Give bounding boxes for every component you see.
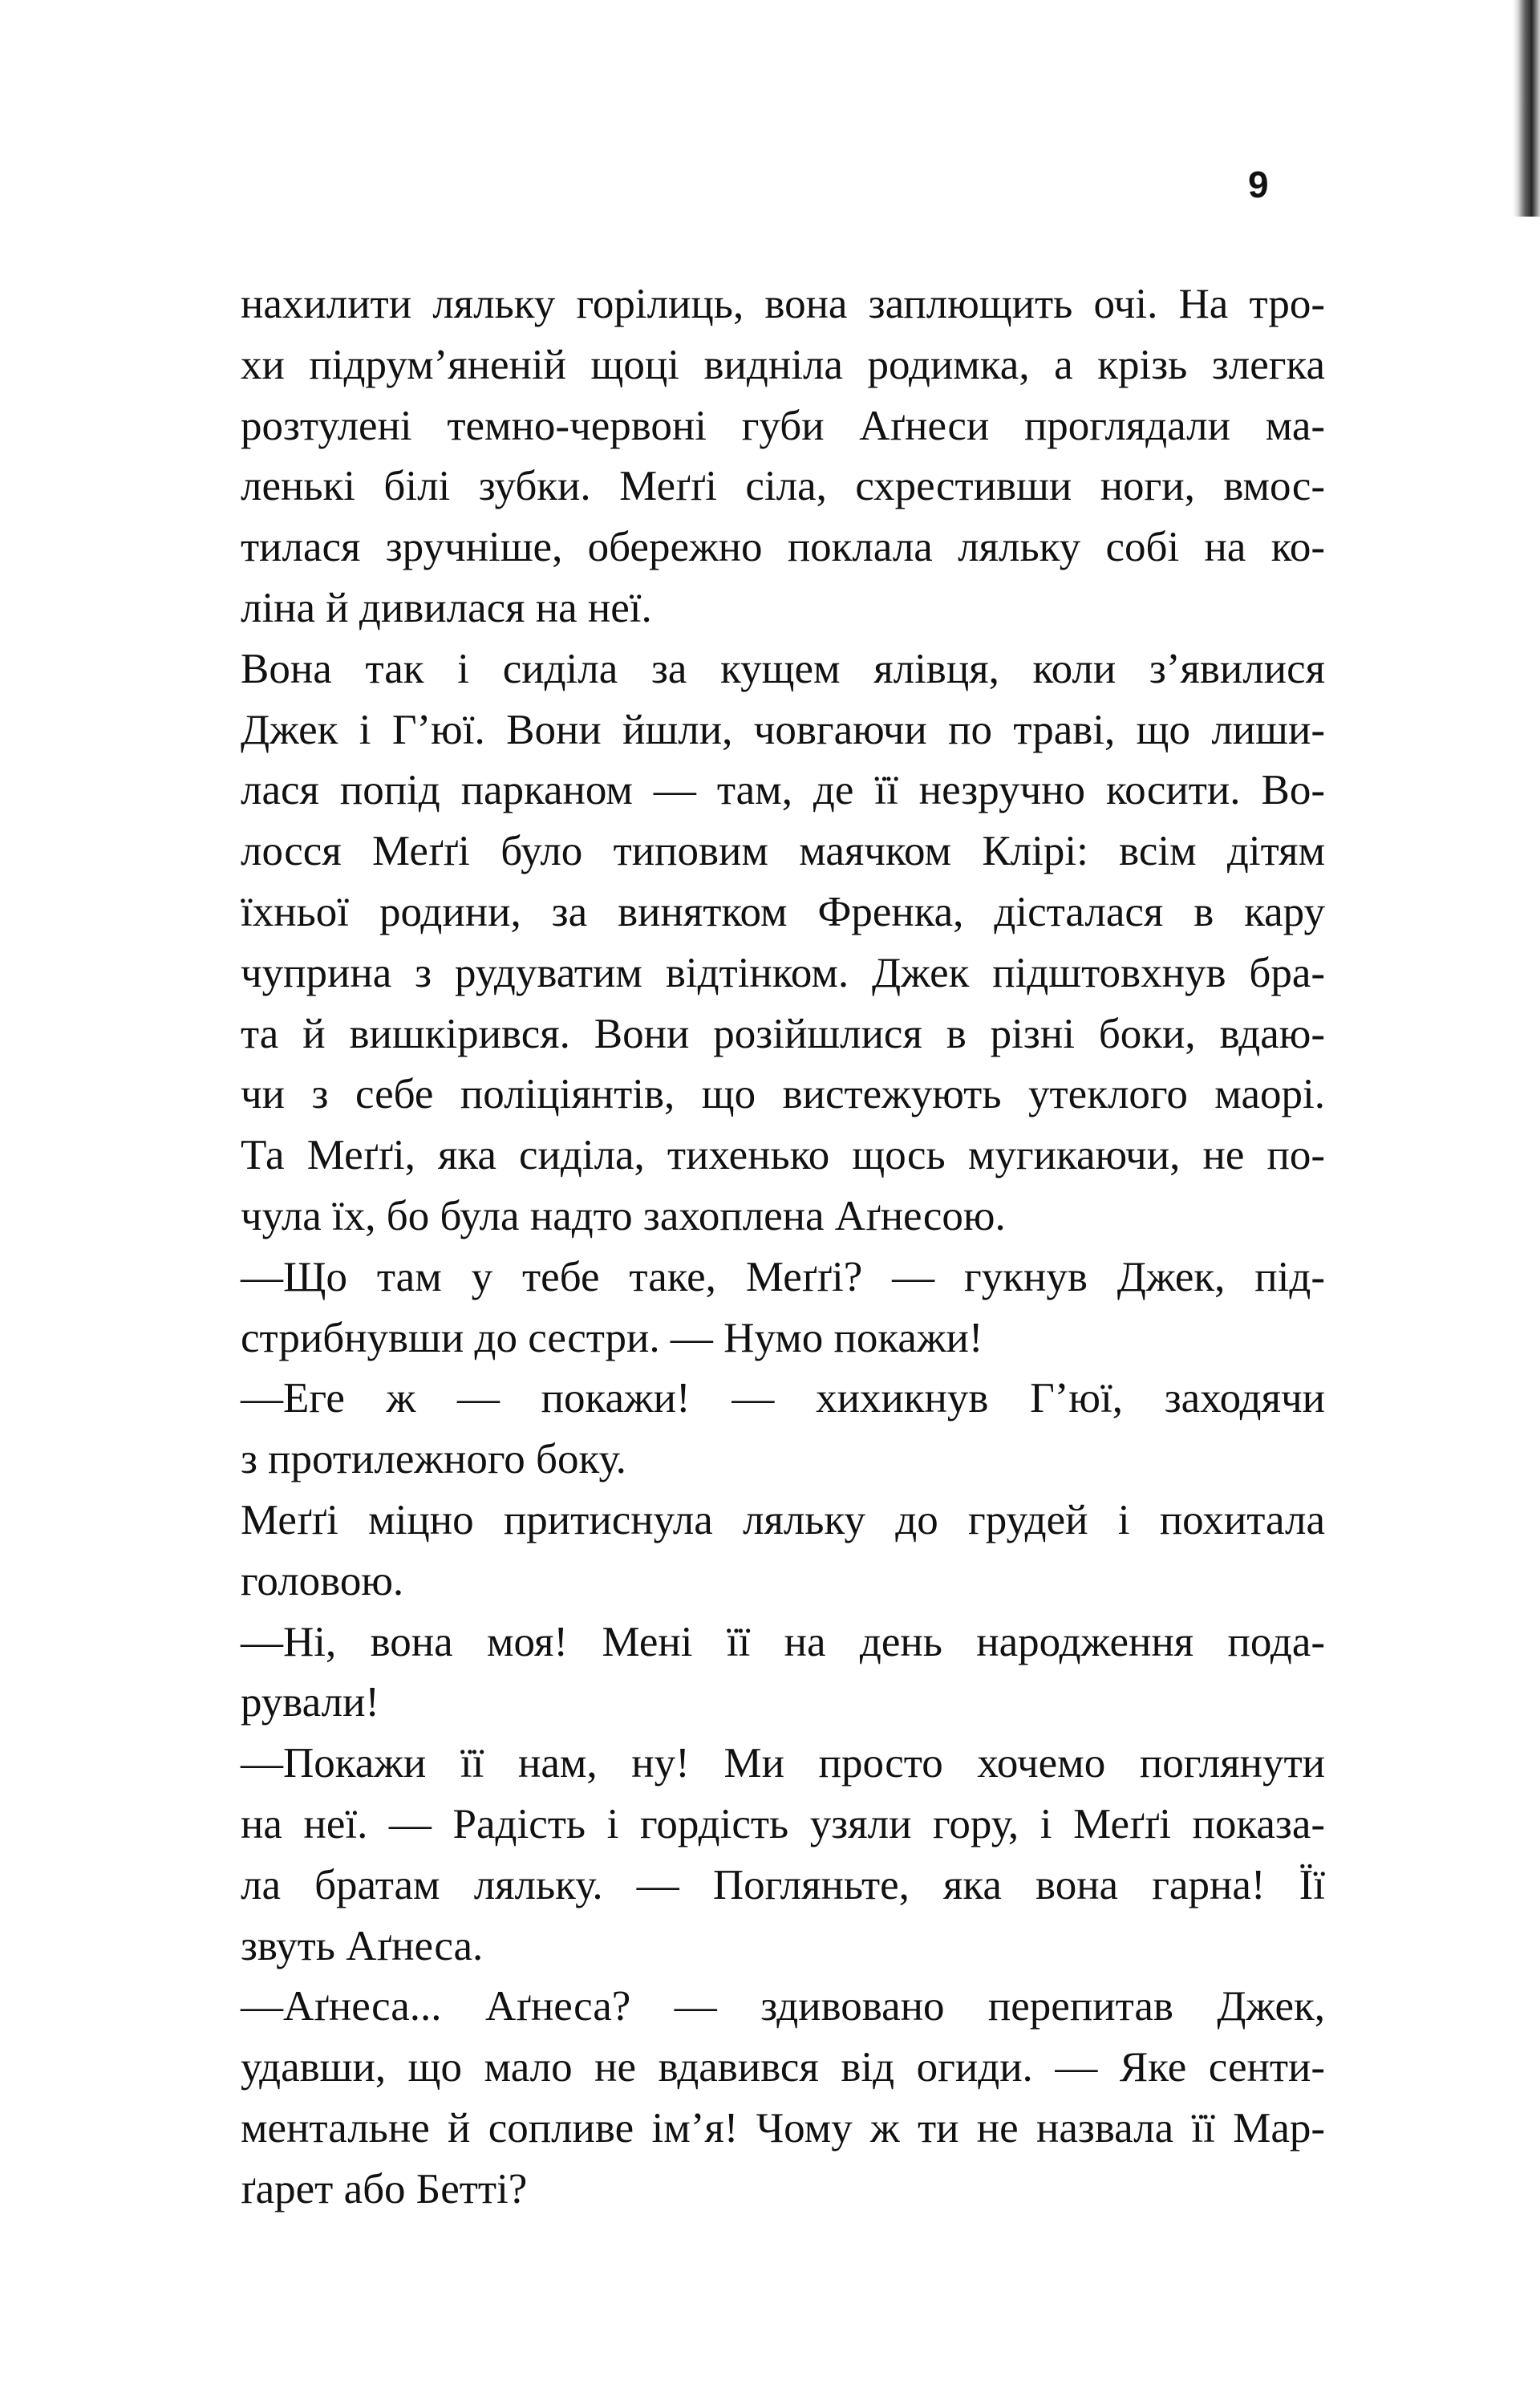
text-line: хи підрум’яненій щоці виднiла родимка, а крізь злегка (241, 341, 1325, 388)
text-line: лася попід парканом — там, де її незручно косити. Во- (241, 767, 1325, 814)
text-line: з протилежного боку. (241, 1436, 626, 1483)
text-line: —Покажи її нам, ну! Ми просто хочемо поглянути (241, 1740, 1325, 1787)
text-line: —Що там у тебе таке, Меґґі? — гукнув Джек, під- (241, 1253, 1325, 1300)
page-edge-shadow (1513, 0, 1540, 217)
paragraph (241, 274, 1325, 639)
paragraph (241, 1247, 1325, 1369)
text-line: —Аґнеса... Аґнеса? — здивовано перепитав Джек, (241, 1983, 1325, 2030)
body-text (241, 274, 1325, 2220)
text-line: їхньої родини, за винятком Френка, дісталася в кару (241, 888, 1325, 935)
text-line: Меґґі міцно притиснула ляльку до грудей і похитала (241, 1496, 1325, 1543)
text-line: та й вишкірився. Вони розійшлися в різні боки, вдаю- (241, 1010, 1325, 1057)
text-line: ментальне й сопливе ім’я! Чому ж ти не назвала її Мар- (241, 2104, 1325, 2152)
text-line: ліна й дивилася на неї. (241, 584, 652, 631)
text-line: Джек і Г’юї. Вони йшли, човгаючи по траві, що лиши- (241, 706, 1325, 753)
text-line: ґарет або Бетті? (241, 2165, 528, 2212)
page-number: 9 (1248, 164, 1269, 205)
text-line: —Еге ж — покажи! — хихикнув Г’юї, заходячи (241, 1375, 1325, 1422)
paragraph (241, 1977, 1325, 2220)
paragraph (241, 1369, 1325, 1490)
text-line: Та Меґґі, яка сиділа, тихенько щось мугикаючи, не по- (241, 1132, 1325, 1179)
text-line: нахилити ляльку горілиць, вона заплющить очі. На тро- (241, 281, 1325, 327)
text-line: звуть Аґнеса. (241, 1922, 484, 1969)
text-line: чуприна з рудуватим відтінком. Джек підштовхнув бра- (241, 949, 1325, 996)
text-line: стрибнувши до сестри. — Нумо покажи! (241, 1314, 983, 1361)
text-line: —Ні, вона моя! Мені її на день народження пода- (241, 1618, 1325, 1665)
text-line: Вона так і сиділа за кущем ялівця, коли з’явилися (241, 645, 1325, 692)
text-line: ла братам ляльку. — Погляньте, яка вона гарна! Її (241, 1861, 1325, 1908)
text-line: удавши, що мало не вдавився від огиди. — Яке сенти- (241, 2044, 1325, 2091)
text-line: рували! (241, 1679, 380, 1726)
text-line: на неї. — Радість і гордість узяли гору, і Меґґі показа- (241, 1800, 1325, 1847)
text-line: чула їх, бо була надто захоплена Аґнесою. (241, 1192, 1006, 1239)
paragraph (241, 1490, 1325, 1612)
text-line: розтулені темно-червоні губи Аґнеси проглядали ма- (241, 402, 1325, 449)
text-line: головою. (241, 1557, 404, 1604)
paragraph (241, 639, 1325, 1247)
paragraph (241, 1734, 1325, 1977)
text-line: ленькі білі зубки. Меґґі сіла, схрестивши ноги, вмос- (241, 463, 1325, 510)
text-line: лосся Меґґі було типовим маячком Клірі: всім дітям (241, 828, 1325, 875)
text-line: тилася зручніше, обережно поклала ляльку собі на ко- (241, 524, 1325, 571)
text-line: чи з себе поліціянтів, що вистежують утеклого маорі. (241, 1071, 1325, 1118)
paragraph (241, 1612, 1325, 1734)
